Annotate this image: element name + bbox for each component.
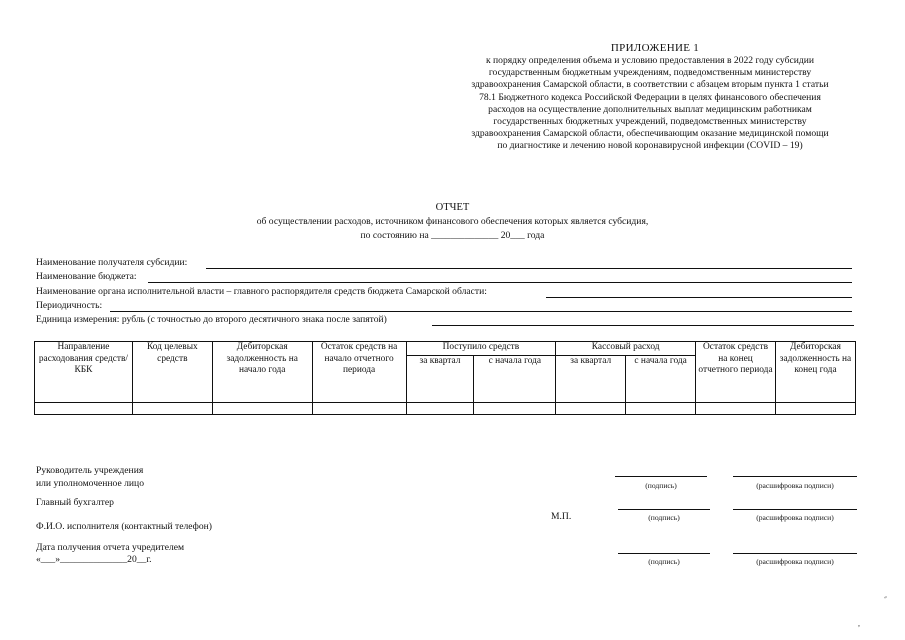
- col-header-cash-expense: Кассовый расход: [556, 342, 696, 356]
- field-unit: Единица измерения: рубль (с точностью до второго десятичного знака после запятой): [36, 314, 387, 325]
- col-header-direction: Направление расходования средств/КБК: [35, 342, 133, 403]
- head-signature-line[interactable]: [615, 476, 707, 477]
- scan-artifact: ״: [884, 594, 888, 603]
- head-label-line1: Руководитель учреждения: [36, 465, 144, 476]
- appendix-title: ПРИЛОЖЕНИЕ 1: [610, 42, 700, 54]
- appendix-line: государственным бюджетным учреждениям, подведомственным министерству: [488, 67, 812, 79]
- table-cell[interactable]: [626, 403, 696, 415]
- appendix-line: к порядку определения объема и условию предоставления в 2022 году субсидии: [485, 55, 814, 66]
- scan-artifact: ,: [858, 619, 860, 628]
- field-authority-line[interactable]: [546, 297, 852, 298]
- table-cell[interactable]: [312, 403, 406, 415]
- receipt-date-line: «___»______________20__г.: [36, 554, 152, 565]
- col-header-received-quarter: за квартал: [406, 356, 474, 403]
- report-title: ОТЧЕТ: [435, 202, 470, 213]
- col-header-code: Код целевых средств: [132, 342, 212, 403]
- table-cell[interactable]: [212, 403, 312, 415]
- col-header-balance-end: Остаток средств на конец отчетного периода: [696, 342, 776, 403]
- stamp-label: М.П.: [551, 511, 572, 522]
- table-cell[interactable]: [696, 403, 776, 415]
- table-cell[interactable]: [775, 403, 855, 415]
- receipt-decode-line[interactable]: [733, 553, 857, 554]
- executor-label: Ф.И.О. исполнителя (контактный телефон): [36, 521, 212, 532]
- field-authority-name: Наименование органа исполнительной власти – главного распорядителя средств бюджета Самарской области:: [36, 286, 487, 297]
- accountant-signature-line[interactable]: [618, 509, 710, 510]
- field-recipient-line[interactable]: [206, 268, 852, 269]
- table-cell[interactable]: [474, 403, 556, 415]
- report-table: [34, 341, 856, 415]
- appendix-line: по диагностике и лечению новой коронавирусной инфекции (COVID – 19): [497, 140, 803, 152]
- col-header-debt-start: Дебиторская задолженность на начало года: [212, 342, 312, 403]
- receipt-signature-caption: (подпись): [648, 557, 680, 566]
- appendix-line: здравоохранения Самарской области, в соответствии с абзацем вторым пункта 1 статьи: [471, 79, 829, 91]
- table-cell[interactable]: [406, 403, 474, 415]
- appendix-text: [440, 55, 860, 153]
- report-subtitle: об осуществлении расходов, источником финансового обеспечения которых является субсидия,: [256, 216, 649, 227]
- accountant-decode-line[interactable]: [733, 509, 857, 510]
- col-header-cash-ytd: с начала года: [626, 356, 696, 403]
- col-header-received-ytd: с начала года: [474, 356, 556, 403]
- appendix-line: государственных бюджетных учреждений, подведомственных министерству: [493, 116, 807, 128]
- accountant-label: Главный бухгалтер: [36, 497, 114, 508]
- receipt-label-line1: Дата получения отчета учредителем: [36, 542, 185, 553]
- col-header-cash-quarter: за квартал: [556, 356, 626, 403]
- head-decode-line[interactable]: [733, 476, 857, 477]
- appendix-line: здравоохранения Самарской области, обеспечивающим оказание медицинской помощи: [471, 128, 829, 140]
- head-signature-caption: (подпись): [645, 481, 677, 490]
- field-recipient-name: Наименование получателя субсидии:: [36, 257, 188, 268]
- table-cell[interactable]: [35, 403, 133, 415]
- accountant-decode-caption: (расшифровка подписи): [756, 513, 834, 522]
- field-periodicity-line[interactable]: [110, 311, 852, 312]
- accountant-signature-caption: (подпись): [648, 513, 680, 522]
- receipt-decode-caption: (расшифровка подписи): [756, 557, 834, 566]
- field-periodicity: Периодичность:: [36, 300, 103, 311]
- table-cell[interactable]: [556, 403, 626, 415]
- field-budget-line[interactable]: [148, 282, 852, 283]
- field-budget-name: Наименование бюджета:: [36, 271, 137, 282]
- appendix-line: 78.1 Бюджетного кодекса Российской Федерации в целях финансового обеспечения: [479, 91, 821, 103]
- table-cell[interactable]: [132, 403, 212, 415]
- report-date-line: по состоянию на ______________ 20___ года: [360, 230, 545, 241]
- table-row: [35, 403, 856, 415]
- head-label-line2: или уполномоченное лицо: [36, 478, 144, 489]
- head-decode-caption: (расшифровка подписи): [756, 481, 834, 490]
- receipt-signature-line[interactable]: [618, 553, 710, 554]
- field-unit-line[interactable]: [432, 325, 854, 326]
- col-header-balance-start: Остаток средств на начало отчетного периода: [312, 342, 406, 403]
- col-header-debt-end: Дебиторская задолженность на конец года: [775, 342, 855, 403]
- col-header-received: Поступило средств: [406, 342, 556, 356]
- appendix-line: расходов на осуществление дополнительных выплат медицинским работникам: [488, 103, 812, 115]
